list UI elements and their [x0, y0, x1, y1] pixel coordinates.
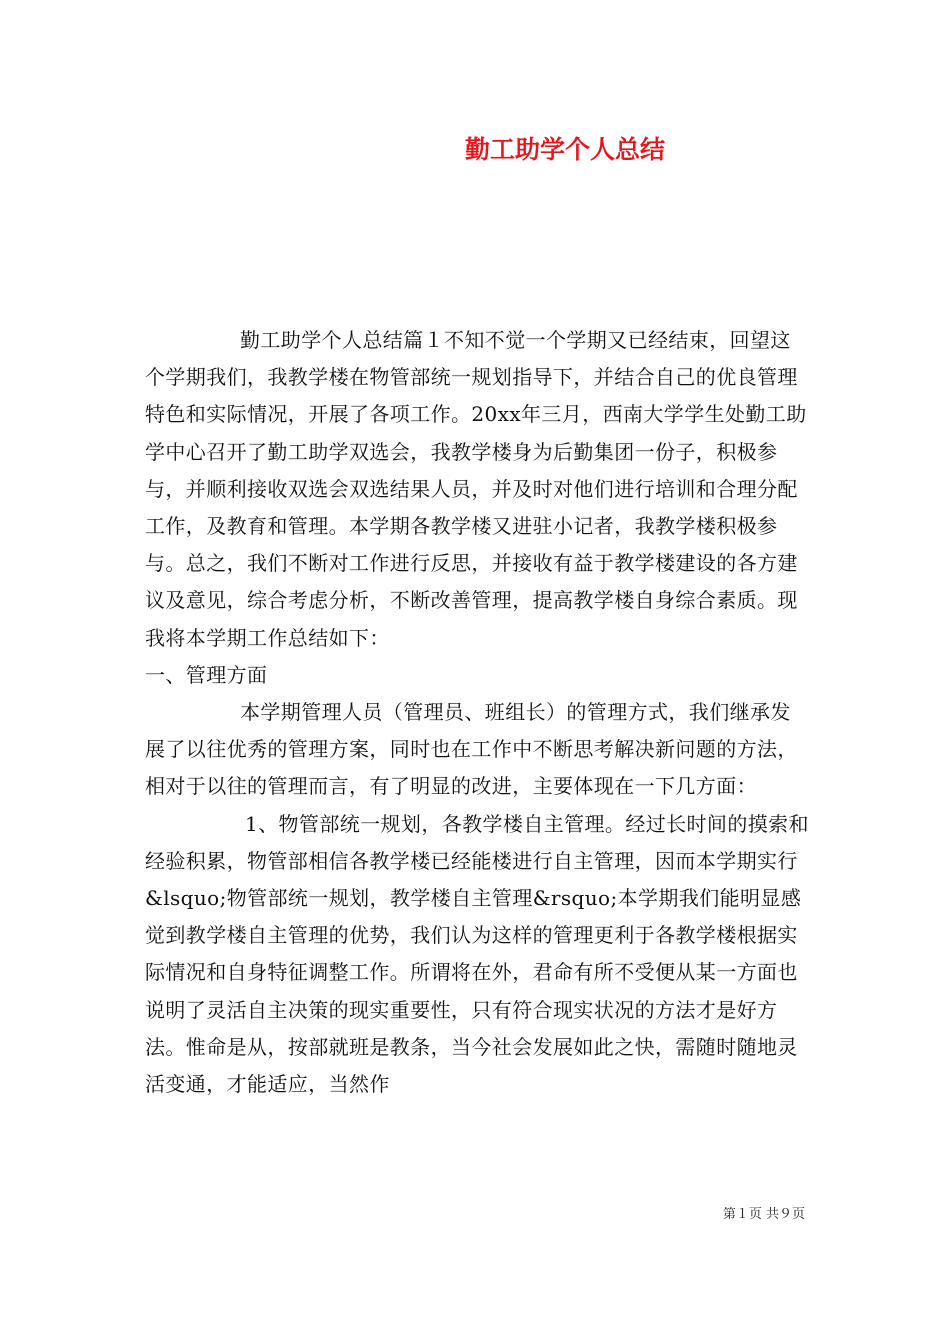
intro-paragraph: 勤工助学个人总结篇１不知不觉一个学期又已经结束，回望这个学期我们，我教学楼在物管部统一规划指导下，并结合自己的优良管理特色和实际情况，开展了各项工作。20xx年三月，西南大学学生处勤工助学中心召开了勤工助学双选会，我教学楼身为后勤集团一份子，积极参与，并顺利接收双选会双选结果人员，并及时对他们进行培训和合理分配工作，及教育和管理。本学期各教学楼又进驻小记者，我教学楼积极参与。总之，我们不断对工作进行反思，并接收有益于教学楼建设的各方建议及意见，综合考虑分析，不断改善管理，提高教学楼自身综合素质。现我将本学期工作总结如下：	[145, 328, 807, 650]
document-body	[145, 322, 810, 1103]
section-paragraph: 本学期管理人员（管理员、班组长）的管理方式，我们继承发展了以往优秀的管理方案，同时也在工作中不断思考解决新问题的方法，相对于以往的管理而言，有了明显的改进，主要体现在一下几方面：	[145, 700, 798, 799]
document-title: 勤工助学个人总结	[464, 135, 665, 164]
list-item-paragraph: 1、物管部统一规划，各教学楼自主管理。经过长时间的摸索和经验积累，物管部相信各教学楼已经能楼进行自主管理，因而本学期实行&lsquo;物管部统一规划，教学楼自主管理&rsquo;本学期我们能明显感觉到教学楼自主管理的优势，我们认为这样的管理更利于各教学楼根据实际情况和自身特征调整工作。所谓将在外，君命有所不受便从某一方面也说明了灵活自主决策的现实重要性，只有符合现实状况的方法才是好方法。惟命是从，按部就班是教条，当今社会发展如此之快，需随时随地灵活变通，才能适应，当然作	[145, 811, 809, 1097]
page-number-footer: 第１页 共９页	[722, 1207, 805, 1222]
section-heading: 一、管理方面	[145, 662, 268, 687]
